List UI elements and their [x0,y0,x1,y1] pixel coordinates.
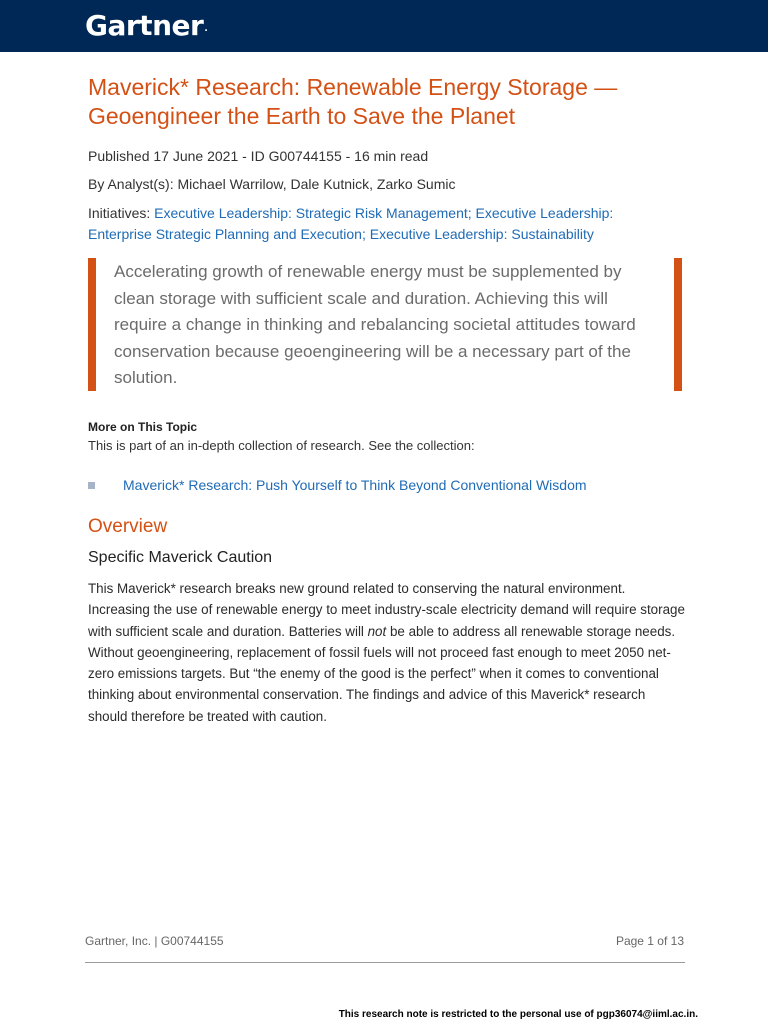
footer-page-number: Page 1 of 13 [615,934,684,948]
footer-doc-id: Gartner, Inc. | G00744155 [85,934,224,948]
more-on-topic-heading: More on This Topic [88,420,198,434]
caution-subheading: Specific Maverick Caution [88,549,273,566]
initiatives-label: Initiatives: [88,205,151,221]
initiative-link-planning[interactable]: Executive Leadership: Enterprise Strategic Planning and Execution; [88,205,614,242]
analysts-line: By Analyst(s): Michael Warrilow, Dale Kutnick, Zarko Sumic [88,176,456,192]
initiative-link-sustainability[interactable]: Executive Leadership: Sustainability [369,226,594,242]
footer-divider [85,962,685,963]
overview-paragraph [88,578,688,727]
logo-mark: . [204,24,208,34]
document-title: Maverick* Research: Renewable Energy Storage — Geoengineer the Earth to Save the Planet [88,74,618,129]
initiative-link-risk[interactable]: Executive Leadership: Strategic Risk Management; [154,205,472,221]
collection-link[interactable]: Maverick* Research: Push Yourself to Think Beyond Conventional Wisdom [123,477,587,493]
callout-left-bar [88,258,96,391]
header-bar [0,0,768,52]
gartner-logo[interactable] [85,9,207,42]
summary-quote-text: Accelerating growth of renewable energy must be supplemented by clean storage with sufficient scale and duration. Achieving this will require a change in thinking and rebalancing societal attitudes toward conservation because geoengineering will be a necessary part of the solution. [114,262,636,387]
paragraph-text-2: be able to address all renewable storage needs. Without geoengineering, replacement of fossil fuels will not proceed fast enough to meet 2050 net-zero emissions targets. But “the enemy of the good is the perfect” when it comes to conventional thinking about environmental conservation. The findings and advice of this Maverick* research should therefore be treated with caution. [88,623,676,724]
published-line: Published 17 June 2021 - ID G00744155 - 16 min read [88,148,429,164]
more-on-topic-description: This is part of an in-depth collection of research. See the collection: [88,438,475,453]
initiatives [88,203,668,245]
logo-text: Gartner [85,9,204,42]
restriction-notice: This research note is restricted to the personal use of pgp36074@iiml.ac.in. [338,1009,698,1020]
bullet-square-icon [88,482,95,489]
paragraph-emphasis: not [367,623,387,639]
paragraph-text-1: This Maverick* research breaks new ground related to conserving the natural environment. Increasing the use of renewable energy to meet industry-scale electricity demand will require storage with sufficient scale and duration. Batteries will [88,581,685,639]
overview-heading: Overview [88,516,168,537]
summary-callout [88,258,682,391]
callout-right-bar [674,258,682,391]
